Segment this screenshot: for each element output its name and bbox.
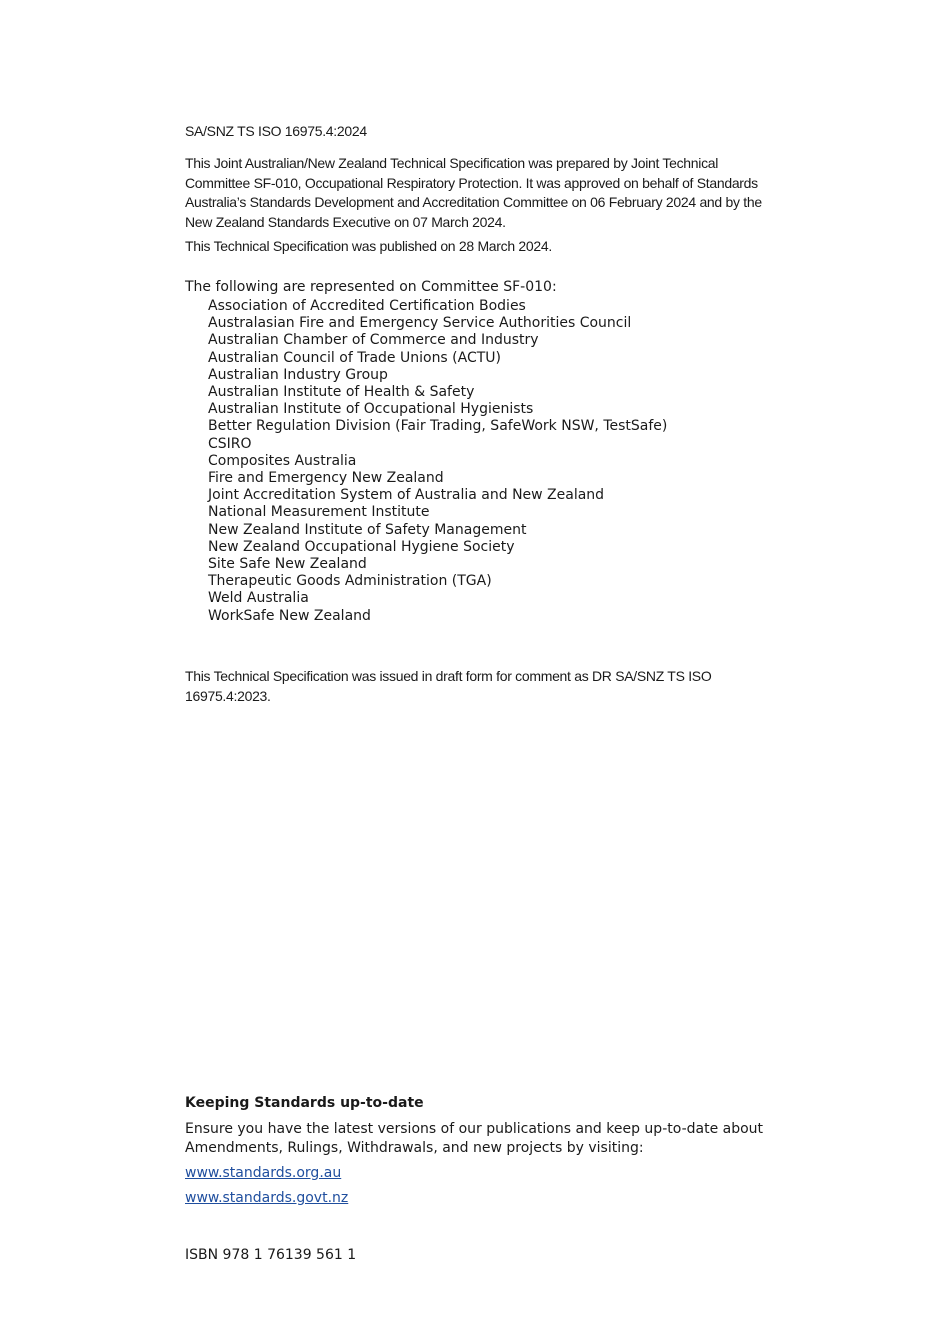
list-item: Association of Accredited Certification Bodies xyxy=(208,298,526,314)
list-item: Site Safe New Zealand xyxy=(208,556,367,573)
list-item: Therapeutic Goods Administration (TGA) xyxy=(208,573,492,590)
list-item: Composites Australia xyxy=(208,452,357,469)
list-item: New Zealand Occupational Hygiene Society xyxy=(208,538,515,555)
isbn-text: ISBN 978 1 76139 561 1 xyxy=(185,1247,357,1263)
list-item: Australian Council of Trade Unions (ACTU) xyxy=(208,349,502,366)
draft-paragraph: This Technical Specification was issued in draft form for comment as DR SA/SNZ TS ISO 16975.4:2023. xyxy=(185,668,712,704)
list-item: Joint Accreditation System of Australia and New Zealand xyxy=(208,487,605,504)
list-item: Australian Institute of Health & Safety xyxy=(208,384,475,401)
published-date-paragraph: This Technical Specification was published on 28 March 2024. xyxy=(185,238,552,254)
standards-australia-link[interactable]: www.standards.org.au xyxy=(185,1165,342,1181)
list-item: WorkSafe New Zealand xyxy=(208,607,371,624)
keeping-up-to-date-heading: Keeping Standards up-to-date xyxy=(185,1095,424,1111)
list-item: New Zealand Institute of Safety Management xyxy=(208,521,527,538)
list-item: Fire and Emergency New Zealand xyxy=(208,470,444,487)
list-item: Better Regulation Division (Fair Trading, SafeWork NSW, TestSafe) xyxy=(208,418,668,435)
list-item: CSIRO xyxy=(208,435,252,452)
list-item: National Measurement Institute xyxy=(208,504,430,521)
list-item: Australian Chamber of Commerce and Industry xyxy=(208,332,539,349)
approval-paragraph: This Joint Australian/New Zealand Technical Specification was prepared by Joint Technical Committee SF-010, Occupational Respiratory Protection. It was approved on behalf of Standards Australia’s Standards Development and Accreditation Committee on 06 February 2024 and by the New Zealand Standards Executive on 07 March 2024. xyxy=(185,155,762,230)
list-item: Australian Institute of Occupational Hygienists xyxy=(208,401,534,418)
document-code: SA/SNZ TS ISO 16975.4:2024 xyxy=(185,123,367,139)
committee-member-list xyxy=(208,298,667,625)
list-item: Weld Australia xyxy=(208,590,309,607)
list-item: Australian Industry Group xyxy=(208,366,388,383)
committee-heading: The following are represented on Committee SF-010: xyxy=(185,279,557,295)
standards-nz-link[interactable]: www.standards.govt.nz xyxy=(185,1190,349,1206)
keeping-up-to-date-paragraph: Ensure you have the latest versions of our publications and keep up-to-date about Amendments, Rulings, Withdrawals, and new projects by visiting: xyxy=(185,1121,764,1156)
list-item: Australasian Fire and Emergency Service Authorities Council xyxy=(208,315,632,332)
